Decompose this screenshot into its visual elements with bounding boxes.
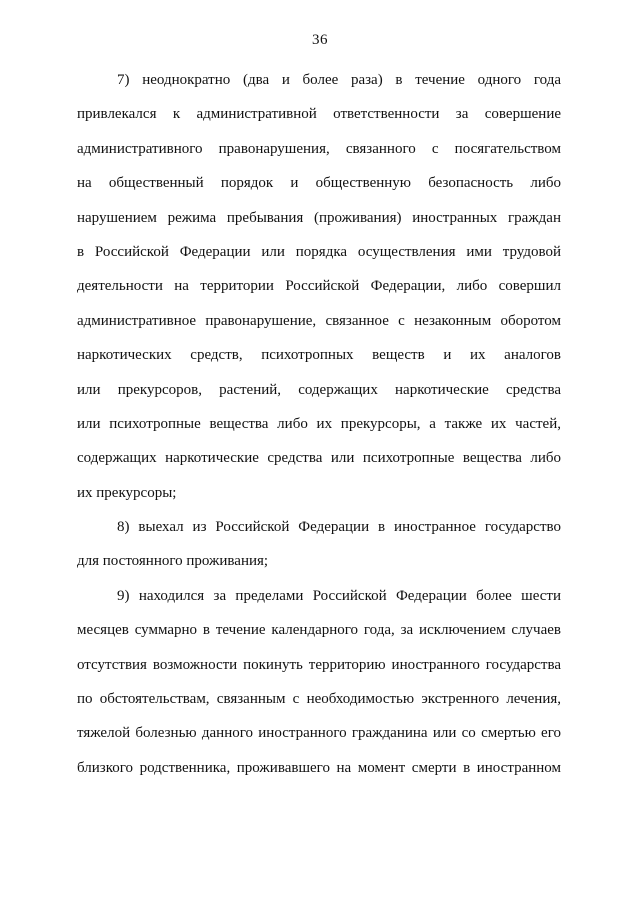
text-line: их прекурсоры; <box>77 484 177 501</box>
text-line: месяцев суммарно в течение календарного года, за исключением случаев <box>77 622 561 639</box>
text-line: по обстоятельствам, связанным с необходимостью экстренного лечения, <box>77 691 561 708</box>
text-line: 7) неоднократно (два и более раза) в течение одного года <box>117 72 561 88</box>
text-line: содержащих наркотические средства или психотропные вещества либо <box>77 450 561 467</box>
text-line: административного правонарушения, связанного с посягательством <box>77 140 561 157</box>
text-line: или прекурсоров, растений, содержащих наркотические средства <box>77 381 561 398</box>
paragraph-7 <box>77 63 561 510</box>
text-line: административное правонарушение, связанное с незаконным оборотом <box>77 312 561 329</box>
text-line: на общественный порядок и общественную безопасность либо <box>77 175 561 192</box>
text-line: тяжелой болезнью данного иностранного гражданина или со смертью его <box>77 725 561 742</box>
text-line: 9) находился за пределами Российской Федерации более шести <box>117 587 561 604</box>
text-line: привлекался к административной ответственности за совершение <box>77 106 561 123</box>
text-line: отсутствия возможности покинуть территорию иностранного государства <box>77 656 561 673</box>
document-body <box>77 63 561 785</box>
paragraph-8 <box>77 510 561 579</box>
text-line: или психотропные вещества либо их прекурсоры, а также их частей, <box>77 415 561 432</box>
text-line: нарушением режима пребывания (проживания) иностранных граждан <box>77 209 561 226</box>
text-line: наркотических средств, психотропных веществ и их аналогов <box>77 347 561 364</box>
text-line: 8) выехал из Российской Федерации в иностранное государство <box>117 519 561 536</box>
paragraph-9 <box>77 579 561 785</box>
page-number: 36 <box>312 32 328 48</box>
text-line: в Российской Федерации или порядка осуществления ими трудовой <box>77 243 561 260</box>
text-line: деятельности на территории Российской Федерации, либо совершил <box>77 278 561 295</box>
text-line: близкого родственника, проживавшего на момент смерти в иностранном <box>77 759 561 776</box>
text-line: для постоянного проживания; <box>77 553 269 570</box>
